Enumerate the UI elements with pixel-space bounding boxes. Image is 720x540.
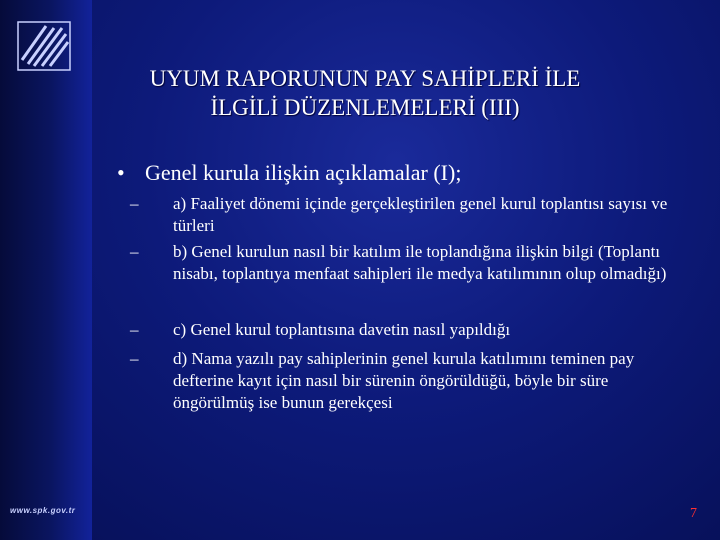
sub-item-dash: – (130, 242, 139, 261)
sub-item-dash: – (130, 320, 139, 339)
main-bullet-text: Genel kurula ilişkin açıklamalar (I); (145, 160, 462, 185)
slide-title (100, 64, 630, 122)
sub-item-dash: – (130, 349, 139, 368)
site-url: www.spk.gov.tr (10, 506, 76, 515)
page-number: 7 (690, 506, 697, 521)
sub-item-text: a) Faaliyet dönemi içinde gerçekleştirilen genel kurul toplantısı sayısı ve türleri (173, 194, 668, 235)
sub-item-text: b) Genel kurulun nasıl bir katılım ile toplandığına ilişkin bilgi (Toplantı nisabı, toplantıya menfaat sahipleri ile medya katılımının olup olmadığı) (173, 242, 667, 283)
sub-item-text: c) Genel kurul toplantısına davetin nasıl yapıldığı (173, 320, 511, 339)
slide-title-line-2: İLGİLİ DÜZENLEMELERİ (III) (210, 95, 520, 120)
left-sidebar-band (0, 0, 92, 540)
spk-logo-icon (16, 20, 72, 72)
sub-item-text: d) Nama yazılı pay sahiplerinin genel kurula katılımını teminen pay defterine kayıt için nasıl bir sürenin öngörüldüğü, böyle bir süre öngörülmüş ise bunun gerekçesi (173, 349, 635, 412)
sub-item-dash: – (130, 194, 139, 213)
bullet-marker: • (117, 160, 125, 185)
slide-title-line-1: UYUM RAPORUNUN PAY SAHİPLERİ İLE (149, 66, 581, 91)
